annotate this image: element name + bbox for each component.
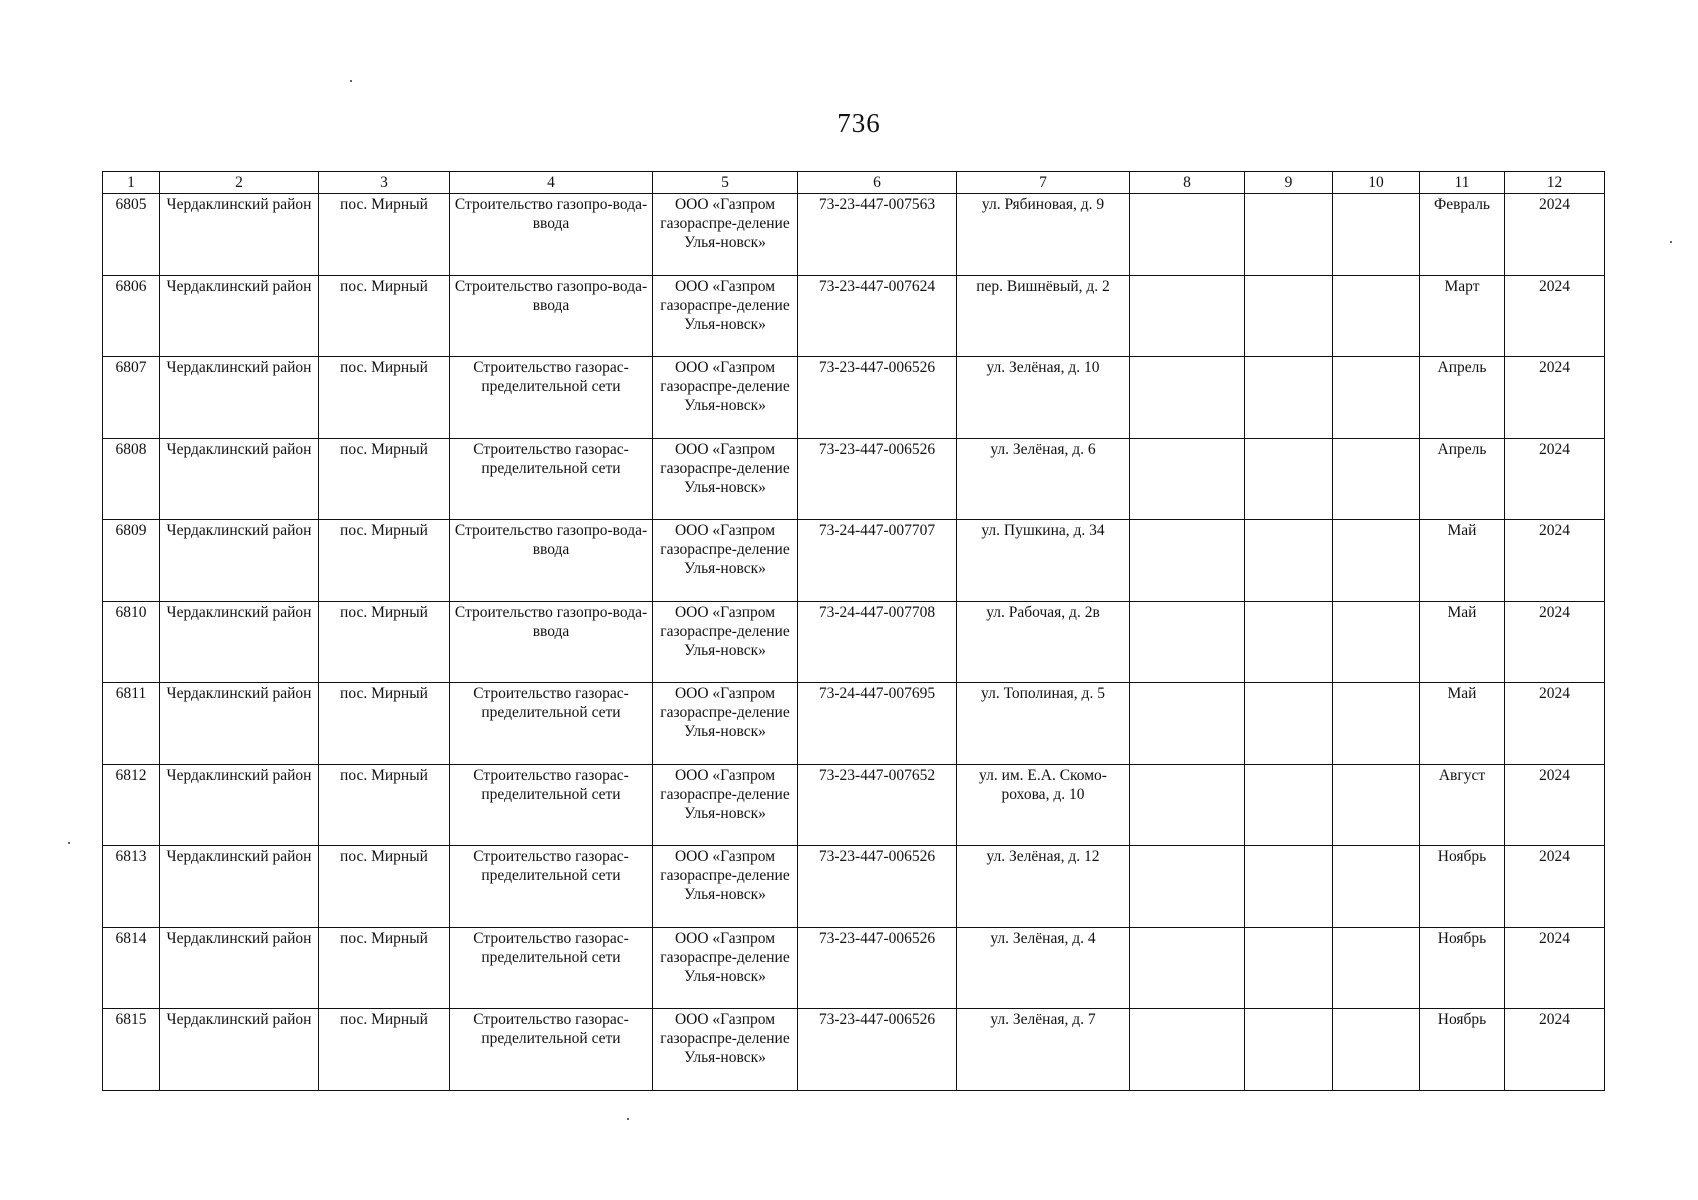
work-type-cell: Строительство газопро-вода-ввода: [450, 275, 653, 357]
work-type-cell: Строительство газорас-пределительной сети: [450, 846, 653, 928]
settlement-cell: пос. Мирный: [319, 846, 450, 928]
object-code-cell: 73-24-447-007708: [798, 601, 957, 683]
address-cell: ул. Рябиновая, д. 9: [957, 194, 1130, 276]
column-10-cell: [1333, 846, 1420, 928]
column-9-cell: [1245, 846, 1333, 928]
year-cell: 2024: [1505, 520, 1605, 602]
settlement-cell: пос. Мирный: [319, 357, 450, 439]
column-9-cell: [1245, 927, 1333, 1009]
schedule-table: [102, 171, 1605, 1091]
object-code-cell: 73-23-447-007652: [798, 764, 957, 846]
district-cell: Чердаклинский район: [160, 764, 319, 846]
table-body: [103, 194, 1605, 1091]
object-code-cell: 73-24-447-007707: [798, 520, 957, 602]
column-10-cell: [1333, 194, 1420, 276]
column-header: 6: [798, 172, 957, 194]
work-type-cell: Строительство газопро-вода-ввода: [450, 520, 653, 602]
scan-speck: [68, 842, 70, 844]
column-header: 2: [160, 172, 319, 194]
column-header: 5: [653, 172, 798, 194]
table-row: [103, 683, 1605, 765]
month-cell: Март: [1420, 275, 1505, 357]
address-cell: пер. Вишнёвый, д. 2: [957, 275, 1130, 357]
column-9-cell: [1245, 438, 1333, 520]
organization-cell: ООО «Газпром газораспре-деление Улья-новск»: [653, 520, 798, 602]
year-cell: 2024: [1505, 846, 1605, 928]
column-8-cell: [1130, 438, 1245, 520]
organization-cell: ООО «Газпром газораспре-деление Улья-новск»: [653, 275, 798, 357]
column-8-cell: [1130, 520, 1245, 602]
district-cell: Чердаклинский район: [160, 683, 319, 765]
scan-speck: [350, 80, 352, 82]
object-code-cell: 73-23-447-006526: [798, 846, 957, 928]
column-9-cell: [1245, 194, 1333, 276]
table-row: [103, 927, 1605, 1009]
column-number-row: [103, 172, 1605, 194]
table-row: [103, 764, 1605, 846]
month-cell: Ноябрь: [1420, 1009, 1505, 1091]
row-number: 6810: [103, 601, 160, 683]
column-10-cell: [1333, 357, 1420, 439]
column-8-cell: [1130, 764, 1245, 846]
table-row: [103, 520, 1605, 602]
settlement-cell: пос. Мирный: [319, 1009, 450, 1091]
settlement-cell: пос. Мирный: [319, 683, 450, 765]
organization-cell: ООО «Газпром газораспре-деление Улья-новск»: [653, 194, 798, 276]
address-cell: ул. Зелёная, д. 6: [957, 438, 1130, 520]
address-cell: ул. Рабочая, д. 2в: [957, 601, 1130, 683]
table-row: [103, 1009, 1605, 1091]
row-number: 6811: [103, 683, 160, 765]
month-cell: Апрель: [1420, 357, 1505, 439]
column-8-cell: [1130, 275, 1245, 357]
column-9-cell: [1245, 520, 1333, 602]
table-row: [103, 438, 1605, 520]
settlement-cell: пос. Мирный: [319, 520, 450, 602]
address-cell: ул. Зелёная, д. 10: [957, 357, 1130, 439]
column-10-cell: [1333, 927, 1420, 1009]
district-cell: Чердаклинский район: [160, 846, 319, 928]
object-code-cell: 73-23-447-006526: [798, 927, 957, 1009]
work-type-cell: Строительство газопро-вода-ввода: [450, 194, 653, 276]
table-row: [103, 601, 1605, 683]
row-number: 6815: [103, 1009, 160, 1091]
district-cell: Чердаклинский район: [160, 1009, 319, 1091]
work-type-cell: Строительство газорас-пределительной сети: [450, 764, 653, 846]
table-row: [103, 194, 1605, 276]
month-cell: Ноябрь: [1420, 927, 1505, 1009]
object-code-cell: 73-23-447-006526: [798, 438, 957, 520]
column-9-cell: [1245, 764, 1333, 846]
table-row: [103, 357, 1605, 439]
column-header: 7: [957, 172, 1130, 194]
scan-speck: [627, 1118, 629, 1120]
address-cell: ул. им. Е.А. Скомо-рохова, д. 10: [957, 764, 1130, 846]
organization-cell: ООО «Газпром газораспре-деление Улья-новск»: [653, 601, 798, 683]
district-cell: Чердаклинский район: [160, 194, 319, 276]
column-header: 12: [1505, 172, 1605, 194]
object-code-cell: 73-23-447-006526: [798, 1009, 957, 1091]
scan-speck: [1670, 241, 1672, 243]
year-cell: 2024: [1505, 764, 1605, 846]
column-9-cell: [1245, 601, 1333, 683]
settlement-cell: пос. Мирный: [319, 194, 450, 276]
settlement-cell: пос. Мирный: [319, 438, 450, 520]
column-header: 4: [450, 172, 653, 194]
column-8-cell: [1130, 601, 1245, 683]
organization-cell: ООО «Газпром газораспре-деление Улья-новск»: [653, 927, 798, 1009]
organization-cell: ООО «Газпром газораспре-деление Улья-новск»: [653, 357, 798, 439]
column-10-cell: [1333, 683, 1420, 765]
table-row: [103, 846, 1605, 928]
year-cell: 2024: [1505, 275, 1605, 357]
column-10-cell: [1333, 601, 1420, 683]
column-header: 3: [319, 172, 450, 194]
row-number: 6813: [103, 846, 160, 928]
column-header: 1: [103, 172, 160, 194]
column-9-cell: [1245, 1009, 1333, 1091]
column-header: 8: [1130, 172, 1245, 194]
year-cell: 2024: [1505, 194, 1605, 276]
column-10-cell: [1333, 275, 1420, 357]
column-8-cell: [1130, 194, 1245, 276]
month-cell: Август: [1420, 764, 1505, 846]
column-9-cell: [1245, 357, 1333, 439]
table-row: [103, 275, 1605, 357]
row-number: 6808: [103, 438, 160, 520]
month-cell: Май: [1420, 601, 1505, 683]
column-header: 10: [1333, 172, 1420, 194]
work-type-cell: Строительство газорас-пределительной сети: [450, 357, 653, 439]
work-type-cell: Строительство газорас-пределительной сети: [450, 927, 653, 1009]
page-number: 736: [837, 108, 881, 138]
object-code-cell: 73-23-447-007563: [798, 194, 957, 276]
work-type-cell: Строительство газорас-пределительной сети: [450, 1009, 653, 1091]
settlement-cell: пос. Мирный: [319, 601, 450, 683]
organization-cell: ООО «Газпром газораспре-деление Улья-новск»: [653, 846, 798, 928]
district-cell: Чердаклинский район: [160, 601, 319, 683]
settlement-cell: пос. Мирный: [319, 927, 450, 1009]
column-9-cell: [1245, 275, 1333, 357]
column-8-cell: [1130, 357, 1245, 439]
settlement-cell: пос. Мирный: [319, 275, 450, 357]
organization-cell: ООО «Газпром газораспре-деление Улья-новск»: [653, 1009, 798, 1091]
year-cell: 2024: [1505, 438, 1605, 520]
month-cell: Май: [1420, 520, 1505, 602]
column-10-cell: [1333, 520, 1420, 602]
month-cell: Февраль: [1420, 194, 1505, 276]
row-number: 6807: [103, 357, 160, 439]
year-cell: 2024: [1505, 1009, 1605, 1091]
column-10-cell: [1333, 1009, 1420, 1091]
district-cell: Чердаклинский район: [160, 927, 319, 1009]
address-cell: ул. Тополиная, д. 5: [957, 683, 1130, 765]
month-cell: Май: [1420, 683, 1505, 765]
district-cell: Чердаклинский район: [160, 357, 319, 439]
column-10-cell: [1333, 438, 1420, 520]
object-code-cell: 73-23-447-006526: [798, 357, 957, 439]
address-cell: ул. Пушкина, д. 34: [957, 520, 1130, 602]
year-cell: 2024: [1505, 357, 1605, 439]
year-cell: 2024: [1505, 683, 1605, 765]
column-8-cell: [1130, 683, 1245, 765]
month-cell: Апрель: [1420, 438, 1505, 520]
work-type-cell: Строительство газорас-пределительной сети: [450, 683, 653, 765]
address-cell: ул. Зелёная, д. 4: [957, 927, 1130, 1009]
column-8-cell: [1130, 927, 1245, 1009]
column-8-cell: [1130, 1009, 1245, 1091]
column-9-cell: [1245, 683, 1333, 765]
organization-cell: ООО «Газпром газораспре-деление Улья-новск»: [653, 438, 798, 520]
year-cell: 2024: [1505, 601, 1605, 683]
column-header: 11: [1420, 172, 1505, 194]
address-cell: ул. Зелёная, д. 12: [957, 846, 1130, 928]
organization-cell: ООО «Газпром газораспре-деление Улья-новск»: [653, 764, 798, 846]
object-code-cell: 73-24-447-007695: [798, 683, 957, 765]
column-header: 9: [1245, 172, 1333, 194]
month-cell: Ноябрь: [1420, 846, 1505, 928]
row-number: 6809: [103, 520, 160, 602]
year-cell: 2024: [1505, 927, 1605, 1009]
row-number: 6805: [103, 194, 160, 276]
address-cell: ул. Зелёная, д. 7: [957, 1009, 1130, 1091]
district-cell: Чердаклинский район: [160, 520, 319, 602]
column-10-cell: [1333, 764, 1420, 846]
work-type-cell: Строительство газопро-вода-ввода: [450, 601, 653, 683]
work-type-cell: Строительство газорас-пределительной сети: [450, 438, 653, 520]
row-number: 6812: [103, 764, 160, 846]
organization-cell: ООО «Газпром газораспре-деление Улья-новск»: [653, 683, 798, 765]
object-code-cell: 73-23-447-007624: [798, 275, 957, 357]
row-number: 6814: [103, 927, 160, 1009]
column-8-cell: [1130, 846, 1245, 928]
row-number: 6806: [103, 275, 160, 357]
district-cell: Чердаклинский район: [160, 438, 319, 520]
district-cell: Чердаклинский район: [160, 275, 319, 357]
settlement-cell: пос. Мирный: [319, 764, 450, 846]
